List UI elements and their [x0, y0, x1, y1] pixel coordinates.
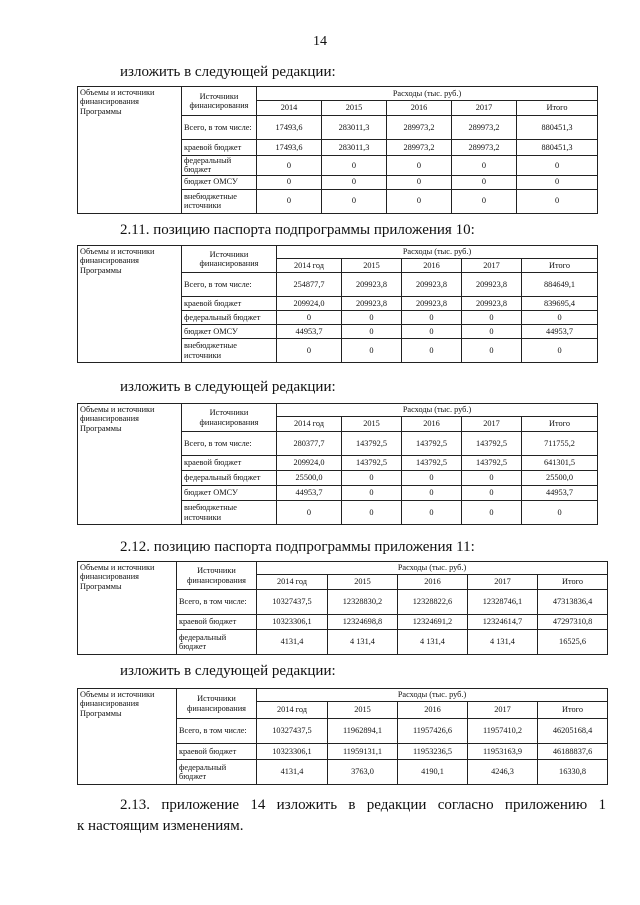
- amount-cell: 11953163,9: [468, 744, 538, 760]
- year-header: Итого: [522, 259, 598, 273]
- amount-cell: 884649,1: [522, 273, 598, 297]
- amount-cell: 289973,2: [452, 116, 517, 140]
- amount-cell: 3763,0: [328, 760, 398, 785]
- amount-cell: 0: [342, 325, 402, 339]
- amount-cell: 283011,3: [322, 140, 387, 156]
- expenses-header: Расходы (тыс. руб.): [277, 246, 598, 259]
- amount-cell: 0: [462, 339, 522, 363]
- amount-cell: 280377,7: [277, 432, 342, 456]
- amount-cell: 46205168,4: [538, 719, 608, 744]
- amount-cell: 44953,7: [522, 325, 598, 339]
- amount-cell: 0: [402, 311, 462, 325]
- amount-cell: 143792,5: [342, 456, 402, 471]
- amount-cell: 0: [452, 156, 517, 176]
- amount-cell: 44953,7: [277, 486, 342, 501]
- financing-table-3: [77, 403, 598, 525]
- source-label: Всего, в том числе:: [182, 432, 277, 456]
- amount-cell: 254877,7: [277, 273, 342, 297]
- year-header: Итого: [517, 101, 598, 116]
- amount-cell: 0: [277, 311, 342, 325]
- paragraph-text: 2.12. позицию паспорта подпрограммы приложения 11:: [120, 539, 475, 555]
- source-label: внебюджетные источники: [182, 189, 257, 213]
- amount-cell: 209923,8: [342, 297, 402, 311]
- amount-cell: 0: [322, 175, 387, 189]
- amount-cell: 209923,8: [342, 273, 402, 297]
- table-header-row: [78, 689, 608, 702]
- year-header: 2016: [402, 417, 462, 432]
- amount-cell: 0: [402, 501, 462, 525]
- source-label: внебюджетные источники: [182, 501, 277, 525]
- table-header-row: [78, 87, 598, 101]
- amount-cell: 143792,5: [402, 432, 462, 456]
- amount-cell: 0: [322, 156, 387, 176]
- amount-cell: 46188837,6: [538, 744, 608, 760]
- year-header: 2015: [342, 417, 402, 432]
- amount-cell: 25500,0: [277, 471, 342, 486]
- amount-cell: 0: [462, 311, 522, 325]
- amount-cell: 880451,3: [517, 140, 598, 156]
- expenses-header: Расходы (тыс. руб.): [257, 87, 598, 101]
- program-funding-label: Объемы и источники финансирования Программы: [78, 246, 182, 363]
- amount-cell: 0: [387, 156, 452, 176]
- amount-cell: 47297310,8: [538, 615, 608, 630]
- amount-cell: 143792,5: [462, 432, 522, 456]
- amount-cell: 209923,8: [402, 297, 462, 311]
- sources-header: Источники финансирования: [182, 87, 257, 116]
- year-header: Итого: [538, 575, 608, 590]
- amount-cell: 12324698,8: [328, 615, 398, 630]
- amount-cell: 0: [462, 501, 522, 525]
- financing-table-2: [77, 245, 598, 363]
- year-header: 2017: [452, 101, 517, 116]
- year-header: 2016: [402, 259, 462, 273]
- financing-table-4: [77, 561, 608, 655]
- expenses-header: Расходы (тыс. руб.): [257, 562, 608, 575]
- program-funding-label: Объемы и источники финансирования Программы: [78, 689, 177, 785]
- program-funding-label: Объемы и источники финансирования Программы: [78, 404, 182, 525]
- amount-cell: 0: [322, 189, 387, 213]
- amount-cell: 44953,7: [522, 486, 598, 501]
- amount-cell: 0: [462, 486, 522, 501]
- amount-cell: 0: [342, 339, 402, 363]
- table-header-row: [78, 562, 608, 575]
- amount-cell: 0: [257, 156, 322, 176]
- amount-cell: 10323306,1: [257, 615, 328, 630]
- source-label: Всего, в том числе:: [182, 116, 257, 140]
- paragraph-text: 2.13. приложение 14 изложить в редакции согласно приложению 1: [120, 797, 606, 813]
- source-label: краевой бюджет: [182, 140, 257, 156]
- amount-cell: 0: [277, 339, 342, 363]
- amount-cell: 4 131,4: [328, 630, 398, 655]
- amount-cell: 4131,4: [257, 630, 328, 655]
- amount-cell: 0: [257, 189, 322, 213]
- amount-cell: 12328746,1: [468, 590, 538, 615]
- amount-cell: 11957410,2: [468, 719, 538, 744]
- table-header-row: [78, 404, 598, 417]
- amount-cell: 0: [342, 501, 402, 525]
- amount-cell: 0: [522, 339, 598, 363]
- source-label: федеральный бюджет: [182, 471, 277, 486]
- amount-cell: 17493,6: [257, 116, 322, 140]
- amount-cell: 209924,0: [277, 456, 342, 471]
- source-label: федеральный бюджет: [177, 760, 257, 785]
- year-header: 2015: [342, 259, 402, 273]
- amount-cell: 0: [462, 471, 522, 486]
- amount-cell: 0: [387, 175, 452, 189]
- amount-cell: 143792,5: [462, 456, 522, 471]
- amount-cell: 16330,8: [538, 760, 608, 785]
- program-funding-label: Объемы и источники финансирования Программы: [78, 87, 182, 214]
- source-label: федеральный бюджет: [182, 156, 257, 176]
- amount-cell: 209923,8: [462, 297, 522, 311]
- year-header: 2016: [398, 575, 468, 590]
- amount-cell: 0: [517, 189, 598, 213]
- year-header: 2015: [328, 575, 398, 590]
- amount-cell: 0: [387, 189, 452, 213]
- source-label: федеральный бюджет: [177, 630, 257, 655]
- amount-cell: 11962894,1: [328, 719, 398, 744]
- amount-cell: 11957426,6: [398, 719, 468, 744]
- program-funding-label: Объемы и источники финансирования Программы: [78, 562, 177, 655]
- amount-cell: 0: [462, 325, 522, 339]
- year-header: 2014 год: [257, 702, 328, 719]
- amount-cell: 11953236,5: [398, 744, 468, 760]
- amount-cell: 12328830,2: [328, 590, 398, 615]
- paragraph-text: к настоящим изменениям.: [77, 818, 244, 834]
- amount-cell: 209924,0: [277, 297, 342, 311]
- year-header: 2017: [468, 702, 538, 719]
- amount-cell: 44953,7: [277, 325, 342, 339]
- amount-cell: 11959131,1: [328, 744, 398, 760]
- year-header: 2014 год: [277, 417, 342, 432]
- amount-cell: 4246,3: [468, 760, 538, 785]
- amount-cell: 17493,6: [257, 140, 322, 156]
- amount-cell: 0: [342, 311, 402, 325]
- amount-cell: 209923,8: [402, 273, 462, 297]
- amount-cell: 0: [402, 325, 462, 339]
- amount-cell: 25500,0: [522, 471, 598, 486]
- amount-cell: 12328822,6: [398, 590, 468, 615]
- source-label: бюджет ОМСУ: [182, 175, 257, 189]
- amount-cell: 209923,8: [462, 273, 522, 297]
- financing-table-1: [77, 86, 598, 214]
- amount-cell: 641301,5: [522, 456, 598, 471]
- year-header: 2017: [462, 259, 522, 273]
- amount-cell: 289973,2: [452, 140, 517, 156]
- amount-cell: 0: [517, 156, 598, 176]
- amount-cell: 711755,2: [522, 432, 598, 456]
- amount-cell: 10323306,1: [257, 744, 328, 760]
- sources-header: Источники финансирования: [182, 404, 277, 432]
- year-header: 2014: [257, 101, 322, 116]
- amount-cell: 4 131,4: [398, 630, 468, 655]
- paragraph-text: изложить в следующей редакции:: [120, 64, 336, 80]
- amount-cell: 4 131,4: [468, 630, 538, 655]
- amount-cell: 839695,4: [522, 297, 598, 311]
- year-header: 2014 год: [277, 259, 342, 273]
- paragraph-text: изложить в следующей редакции:: [120, 379, 336, 395]
- page-number: 14: [313, 34, 327, 49]
- amount-cell: 143792,5: [342, 432, 402, 456]
- source-label: внебюджетные источники: [182, 339, 277, 363]
- amount-cell: 4131,4: [257, 760, 328, 785]
- source-label: бюджет ОМСУ: [182, 486, 277, 501]
- amount-cell: 0: [277, 501, 342, 525]
- sources-header: Источники финансирования: [182, 246, 277, 273]
- amount-cell: 16525,6: [538, 630, 608, 655]
- year-header: Итого: [522, 417, 598, 432]
- year-header: 2014 год: [257, 575, 328, 590]
- amount-cell: 0: [257, 175, 322, 189]
- expenses-header: Расходы (тыс. руб.): [257, 689, 608, 702]
- source-label: краевой бюджет: [177, 744, 257, 760]
- amount-cell: 47313836,4: [538, 590, 608, 615]
- amount-cell: 12324614,7: [468, 615, 538, 630]
- source-label: Всего, в том числе:: [177, 719, 257, 744]
- amount-cell: 10327437,5: [257, 719, 328, 744]
- source-label: краевой бюджет: [182, 297, 277, 311]
- amount-cell: 10327437,5: [257, 590, 328, 615]
- year-header: 2016: [387, 101, 452, 116]
- financing-table-5: [77, 688, 608, 785]
- amount-cell: 0: [452, 175, 517, 189]
- source-label: краевой бюджет: [177, 615, 257, 630]
- source-label: федеральный бюджет: [182, 311, 277, 325]
- year-header: 2015: [328, 702, 398, 719]
- amount-cell: 0: [452, 189, 517, 213]
- amount-cell: 0: [342, 486, 402, 501]
- amount-cell: 0: [342, 471, 402, 486]
- year-header: 2017: [462, 417, 522, 432]
- sources-header: Источники финансирования: [177, 689, 257, 719]
- amount-cell: 12324691,2: [398, 615, 468, 630]
- paragraph-text: изложить в следующей редакции:: [120, 663, 336, 679]
- amount-cell: 880451,3: [517, 116, 598, 140]
- source-label: Всего, в том числе:: [177, 590, 257, 615]
- amount-cell: 0: [522, 501, 598, 525]
- amount-cell: 289973,2: [387, 116, 452, 140]
- amount-cell: 0: [402, 339, 462, 363]
- year-header: 2016: [398, 702, 468, 719]
- amount-cell: 4190,1: [398, 760, 468, 785]
- source-label: бюджет ОМСУ: [182, 325, 277, 339]
- year-header: 2017: [468, 575, 538, 590]
- amount-cell: 0: [402, 471, 462, 486]
- amount-cell: 289973,2: [387, 140, 452, 156]
- source-label: краевой бюджет: [182, 456, 277, 471]
- amount-cell: 143792,5: [402, 456, 462, 471]
- amount-cell: 283011,3: [322, 116, 387, 140]
- paragraph-text: 2.11. позицию паспорта подпрограммы приложения 10:: [120, 222, 475, 238]
- source-label: Всего, в том числе:: [182, 273, 277, 297]
- amount-cell: 0: [522, 311, 598, 325]
- year-header: 2015: [322, 101, 387, 116]
- amount-cell: 0: [517, 175, 598, 189]
- amount-cell: 0: [402, 486, 462, 501]
- table-header-row: [78, 246, 598, 259]
- sources-header: Источники финансирования: [177, 562, 257, 590]
- year-header: Итого: [538, 702, 608, 719]
- expenses-header: Расходы (тыс. руб.): [277, 404, 598, 417]
